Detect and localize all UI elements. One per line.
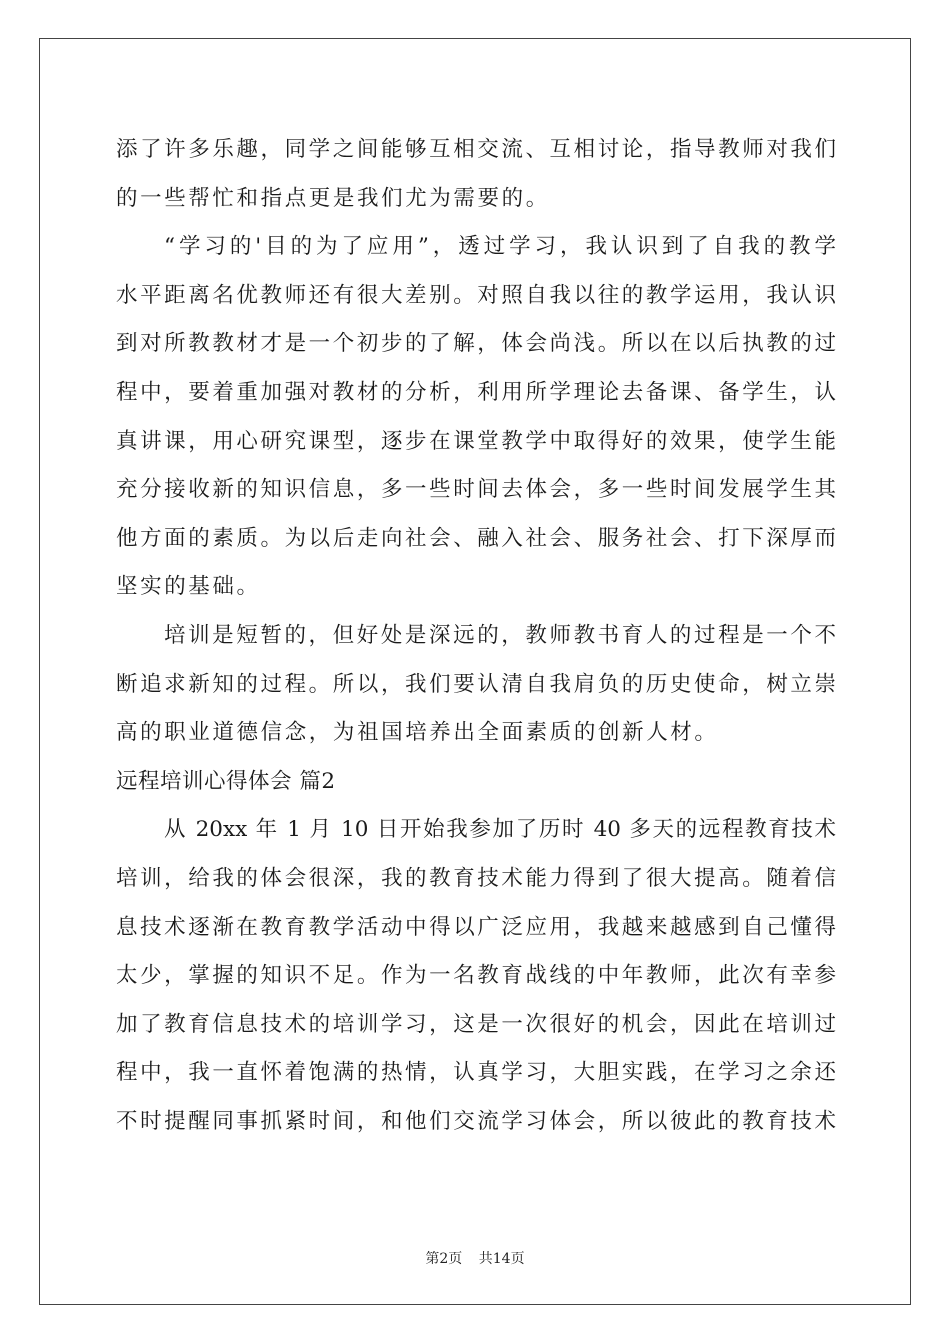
text-line: 从 20xx 年 1 月 10 日开始我参加了历时 40 多天的远程教育技术	[164, 817, 836, 843]
text-line: 息技术逐渐在教育教学活动中得以广泛应用，我越来越感到自己懂得	[116, 914, 836, 940]
text-line: 他方面的素质。为以后走向社会、融入社会、服务社会、打下深厚而	[116, 525, 836, 551]
text-line: 培训是短暂的，但好处是深远的，教师教书育人的过程是一个不	[164, 622, 836, 648]
text-line: “学习的'目的为了应用”，透过学习，我认识到了自我的教学	[164, 234, 836, 260]
text-line: 断追求新知的过程。所以，我们要认清自我肩负的历史使命，树立崇	[116, 671, 836, 697]
section-heading: 远程培训心得体会 篇2	[116, 768, 336, 794]
total-pages: 共14页	[478, 1251, 525, 1267]
document-body	[116, 126, 836, 1146]
text-line: 添了许多乐趣，同学之间能够互相交流、互相讨论，指导教师对我们	[116, 137, 836, 162]
text-line: 到对所教教材才是一个初步的了解，体会尚浅。所以在以后执教的过	[116, 331, 836, 357]
text-line: 的一些帮忙和指点更是我们尤为需要的。	[116, 185, 550, 211]
text-line: 真讲课，用心研究课型，逐步在课堂教学中取得好的效果，使学生能	[116, 428, 836, 454]
text-line: 加了教育信息技术的培训学习，这是一次很好的机会，因此在培训过	[116, 1011, 836, 1037]
text-line: 太少，掌握的知识不足。作为一名教育战线的中年教师，此次有幸参	[116, 963, 836, 989]
page-footer	[0, 1248, 950, 1268]
text-line: 程中，要着重加强对教材的分析，利用所学理论去备课、备学生，认	[116, 379, 836, 405]
text-line: 水平距离名优教师还有很大差别。对照自我以往的教学运用，我认识	[116, 282, 836, 308]
text-line: 程中，我一直怀着饱满的热情，认真学习，大胆实践，在学习之余还	[116, 1060, 836, 1086]
text-line: 充分接收新的知识信息，多一些时间去体会，多一些时间发展学生其	[116, 477, 836, 503]
text-line: 坚实的基础。	[116, 574, 261, 600]
text-line: 不时提醒同事抓紧时间，和他们交流学习体会，所以彼此的教育技术	[116, 1108, 836, 1134]
page-number: 第2页	[425, 1251, 463, 1267]
text-line: 高的职业道德信念，为祖国培养出全面素质的创新人材。	[116, 720, 719, 746]
text-line: 培训，给我的体会很深，我的教育技术能力得到了很大提高。随着信	[116, 865, 836, 891]
